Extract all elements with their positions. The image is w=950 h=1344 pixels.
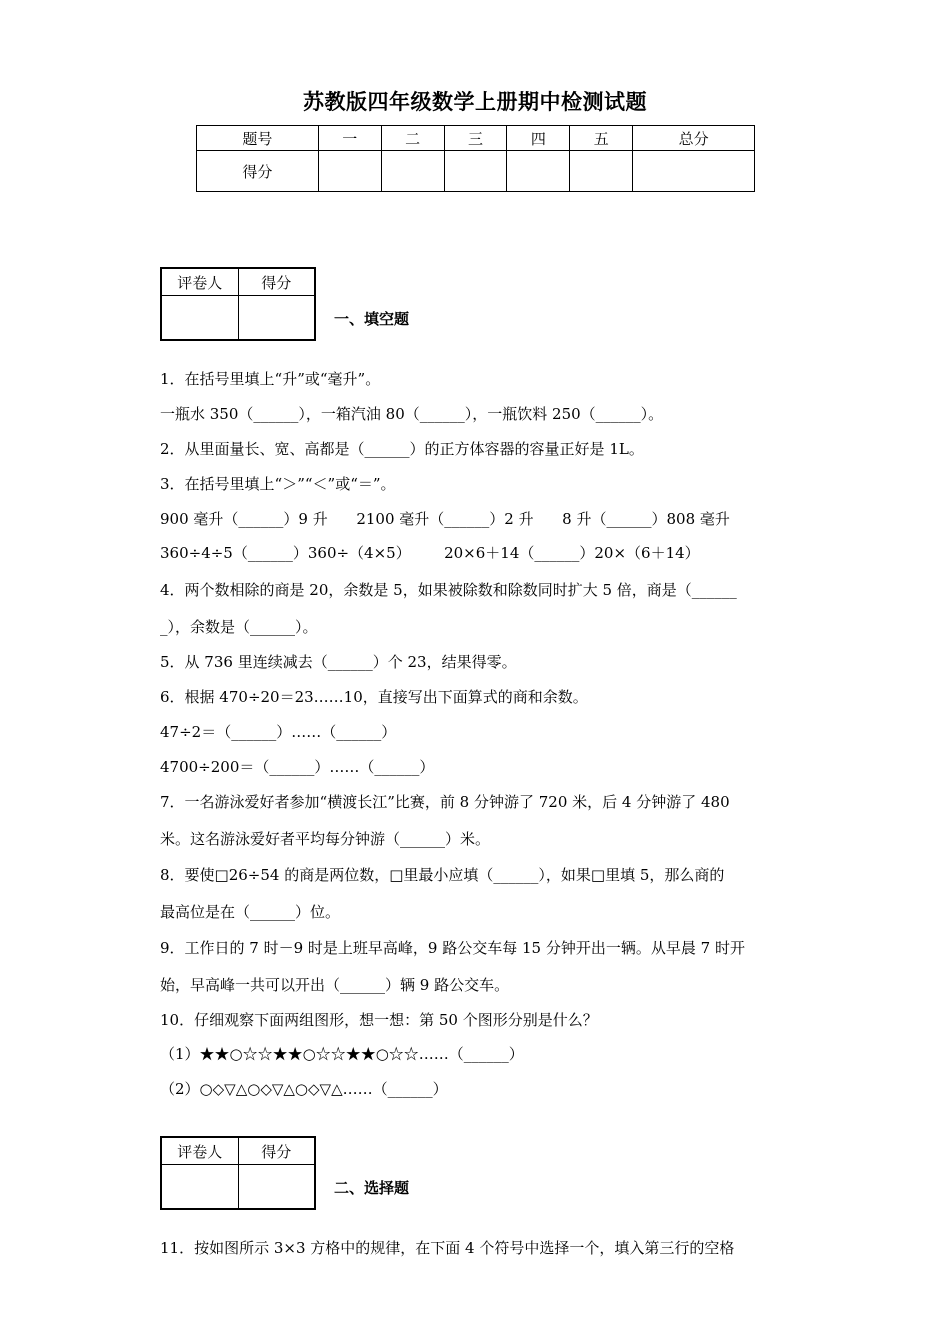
question-line: 10．仔细观察下面两组图形，想一想：第 50 个图形分别是什么？ (160, 1011, 598, 1029)
question-line: 47÷2＝（______）……（______） (160, 723, 397, 741)
score-header-cell: 题号 (197, 126, 319, 151)
question-line: 1．在括号里填上“升”或“毫升”。 (160, 370, 381, 388)
grader-score-cell[interactable] (238, 296, 315, 341)
score-cell[interactable] (633, 151, 755, 192)
question-line: 始，早高峰一共可以开出（______）辆 9 路公交车。 (160, 976, 510, 994)
question-line: 4700÷200＝（______）……（______） (160, 758, 435, 776)
section-heading-fill-blank: 一、填空题 (334, 310, 410, 328)
grader-cell[interactable] (161, 1165, 238, 1210)
score-header-cell: 二 (381, 126, 444, 151)
grader-score-cell[interactable] (238, 1165, 315, 1210)
grader-box-2 (160, 1136, 316, 1210)
question-line: 米。这名游泳爱好者平均每分钟游（______）米。 (160, 830, 491, 848)
score-header-cell: 五 (570, 126, 633, 151)
question-line: （2）○◇▽△○◇▽△○◇▽△……（______） (160, 1080, 448, 1098)
score-header-cell: 总分 (633, 126, 755, 151)
score-cell[interactable] (318, 151, 381, 192)
score-header-cell: 四 (507, 126, 570, 151)
grader-cell[interactable] (161, 296, 238, 341)
grader-score-label: 得分 (238, 268, 315, 296)
question-line: 360÷4÷5（______）360÷（4×5） 20×6＋14（______）20×（6＋14） (160, 544, 700, 562)
score-cell[interactable] (570, 151, 633, 192)
score-cell[interactable] (444, 151, 507, 192)
section-heading-multiple-choice: 二、选择题 (334, 1179, 410, 1197)
grader-score-label: 得分 (238, 1137, 315, 1165)
question-line: （1）★★○☆☆★★○☆☆★★○☆☆……（______） (160, 1045, 524, 1063)
question-line: _），余数是（______）。 (160, 618, 318, 636)
question-line: 11．按如图所示 3×3 方格中的规律，在下面 4 个符号中选择一个，填入第三行的空格 (160, 1239, 735, 1257)
question-line: 6．根据 470÷20＝23……10，直接写出下面算式的商和余数。 (160, 688, 588, 706)
question-line: 2．从里面量长、宽、高都是（______）的正方体容器的容量正好是 1L。 (160, 440, 644, 458)
question-line: 最高位是在（______）位。 (160, 903, 341, 921)
question-line: 一瓶水 350（______），一箱汽油 80（______），一瓶饮料 250（______）。 (160, 405, 664, 423)
score-cell[interactable] (507, 151, 570, 192)
grader-label: 评卷人 (161, 1137, 238, 1165)
question-line: 8．要使□26÷54 的商是两位数，□里最小应填（______），如果□里填 5，那么商的 (160, 866, 725, 884)
grader-box-1 (160, 267, 316, 341)
score-cell[interactable] (381, 151, 444, 192)
question-line: 9．工作日的 7 时－9 时是上班早高峰，9 路公交车每 15 分钟开出一辆。从早晨 7 时开 (160, 939, 745, 957)
question-line: 5．从 736 里连续减去（______）个 23，结果得零。 (160, 653, 517, 671)
page-title: 苏教版四年级数学上册期中检测试题 (303, 90, 647, 114)
question-line: 4．两个数相除的商是 20，余数是 5，如果被除数和除数同时扩大 5 倍，商是（______ (160, 581, 737, 599)
score-header-cell: 一 (318, 126, 381, 151)
score-table (196, 125, 755, 192)
score-row-label: 得分 (197, 151, 319, 192)
question-line: 900 毫升（______）9 升 2100 毫升（______）2 升 8 升（______）808 毫升 (160, 510, 730, 528)
grader-label: 评卷人 (161, 268, 238, 296)
question-line: 7．一名游泳爱好者参加“横渡长江”比赛，前 8 分钟游了 720 米，后 4 分钟游了 480 (160, 793, 730, 811)
question-line: 3．在括号里填上“＞”“＜”或“＝”。 (160, 475, 396, 493)
score-header-cell: 三 (444, 126, 507, 151)
